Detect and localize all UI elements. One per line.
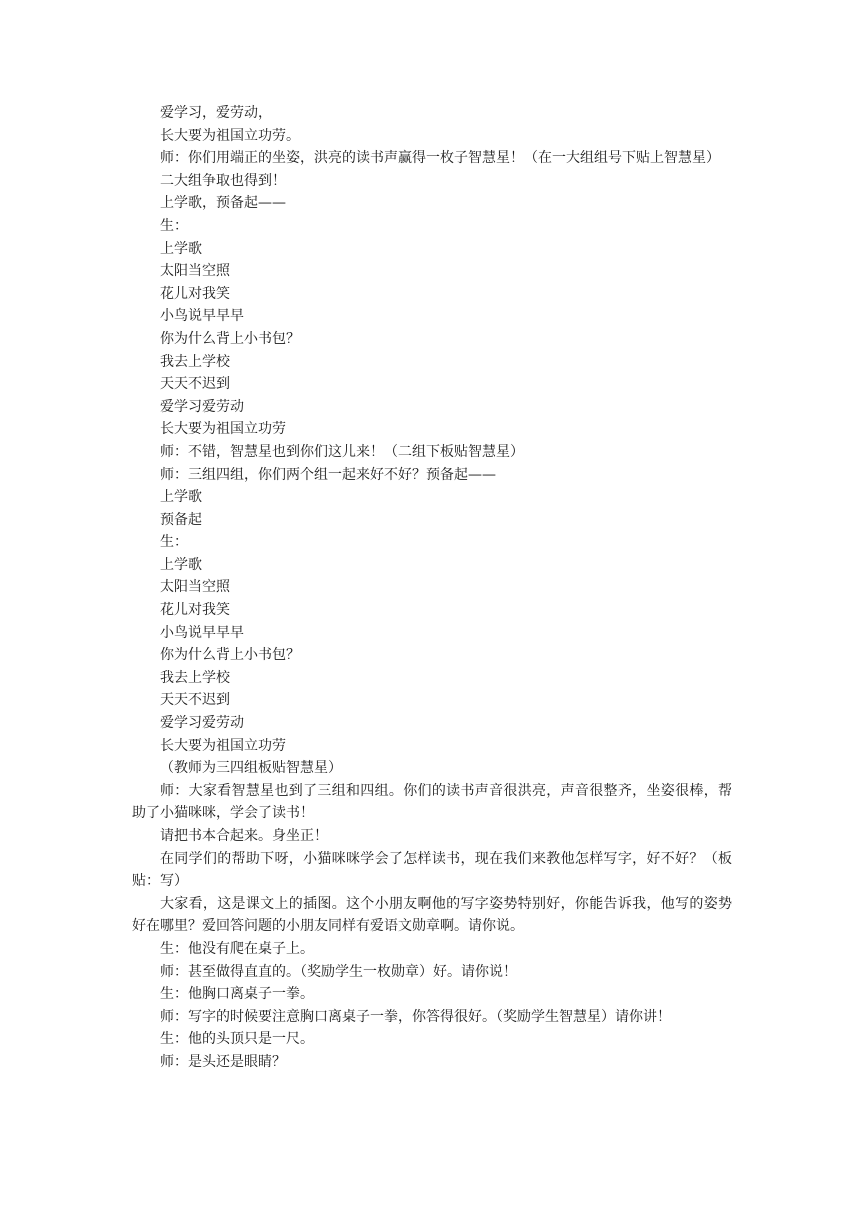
paragraph: 天天不迟到	[160, 692, 230, 709]
paragraph: 太阳当空照	[160, 579, 230, 596]
paragraph: 天天不迟到	[160, 376, 230, 393]
paragraph: 我去上学校	[160, 669, 230, 686]
paragraph: 太阳当空照	[160, 263, 230, 280]
paragraph: 爱学习爱劳动	[160, 715, 244, 732]
paragraph: 生：	[160, 217, 188, 234]
paragraph: 请把书本合起来。身坐正！	[160, 828, 328, 844]
paragraph: 师：你们用端正的坐姿，洪亮的读书声赢得一枚子智慧星！（在一大组组号下贴上智慧星）	[160, 150, 720, 167]
paragraph: 我去上学校	[160, 353, 230, 370]
paragraph: 生：	[160, 534, 188, 551]
paragraph: 预备起	[160, 511, 202, 528]
paragraph: 生：他的头顶只是一尺。	[160, 1031, 314, 1048]
paragraph: 师：三组四组，你们两个组一起来好不好？预备起——	[160, 466, 496, 483]
paragraph: 上学歌	[160, 556, 202, 573]
paragraph: 爱学习爱劳动	[160, 398, 244, 415]
paragraph: 上学歌	[160, 489, 202, 506]
paragraph: 师：不错，智慧星也到你们这儿来！（二组下板贴智慧星）	[160, 443, 524, 460]
paragraph: 生：他没有爬在桌子上。	[160, 940, 314, 957]
paragraph: 师：甚至做得直直的。（奖励学生一枚勋章）好。请你说！	[160, 963, 517, 980]
paragraph: 师：写字的时候要注意胸口离桌子一拳，你答得很好。（奖励学生智慧星）请你讲！	[160, 1008, 671, 1025]
paragraph: 长大要为祖国立功劳	[160, 737, 286, 754]
paragraph: 师：大家看智慧星也到了三组和四组。你们的读书声音很洪亮，声音很整齐，坐姿很棒，帮助了小猫咪咪，学会了读书！	[132, 782, 732, 822]
paragraph: （教师为三四组板贴智慧星）	[160, 760, 342, 777]
paragraph: 在同学们的帮助下呀，小猫咪咪学会了怎样读书，现在我们来教他怎样写字，好不好？（板贴：写）	[132, 850, 732, 890]
paragraph: 大家看，这是课文上的插图。这个小朋友啊他的写字姿势特别好，你能告诉我，他写的姿势好在哪里？爱回答问题的小朋友同样有爱语文勋章啊。请你说。	[132, 895, 732, 935]
paragraph: 上学歌	[160, 240, 202, 257]
paragraph: 生：他胸口离桌子一拳。	[160, 986, 314, 1003]
paragraph: 花儿对我笑	[160, 602, 230, 619]
paragraph: 爱学习，爱劳动，	[160, 105, 272, 121]
paragraph: 长大要为祖国立功劳。	[160, 127, 300, 144]
paragraph: 师：是头还是眼睛？	[160, 1053, 286, 1070]
paragraph: 二大组争取也得到！	[160, 172, 286, 189]
paragraph: 小鸟说早早早	[160, 624, 244, 641]
paragraph: 花儿对我笑	[160, 285, 230, 302]
document-body	[132, 102, 732, 1074]
paragraph: 小鸟说早早早	[160, 308, 244, 325]
paragraph: 你为什么背上小书包？	[160, 330, 300, 347]
paragraph: 你为什么背上小书包？	[160, 647, 300, 664]
paragraph: 长大要为祖国立功劳	[160, 421, 286, 438]
paragraph: 上学歌，预备起——	[160, 195, 286, 212]
